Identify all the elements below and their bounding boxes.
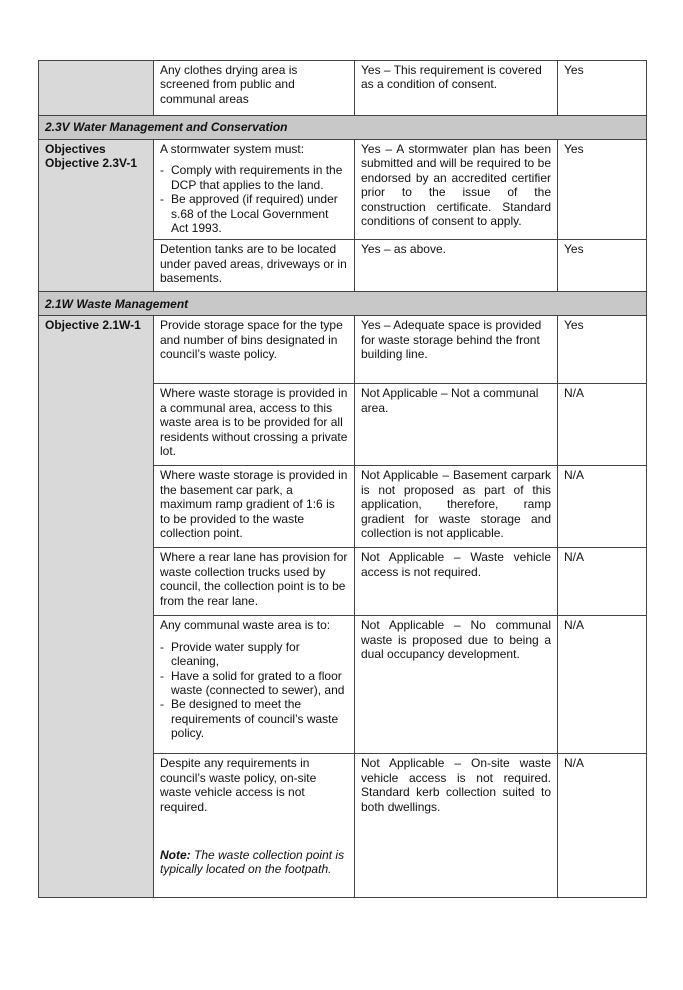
objective-cell: [39, 61, 154, 116]
note-label: Note:: [160, 848, 191, 863]
compliance-cell: N/A: [558, 754, 647, 898]
compliance-cell: N/A: [558, 616, 647, 754]
requirement-list: [160, 640, 348, 741]
requirement-cell: [154, 616, 355, 754]
requirement-cell: [154, 754, 355, 898]
requirement-cell: Provide storage space for the type and number of bins designated in council’s waste policy.: [154, 316, 355, 384]
comment-cell: Not Applicable – Basement carpark is not proposed as part of this application, therefore, ramp gradient for waste storage and collection is not applicable.: [355, 466, 558, 548]
section-header: [39, 292, 647, 316]
comment-cell: Yes – This requirement is covered as a condition of consent.: [355, 61, 558, 116]
section-title: 2.3V Water Management and Conservation: [39, 116, 647, 140]
compliance-table: [38, 60, 647, 898]
section-header: [39, 116, 647, 140]
requirement-cell: Any clothes drying area is screened from public and communal areas: [154, 61, 355, 116]
comment-cell: Not Applicable – Waste vehicle access is not required.: [355, 548, 558, 616]
comment-cell: Yes – Adequate space is provided for waste storage behind the front building line.: [355, 316, 558, 384]
table-row: [39, 140, 647, 240]
requirement-cell: Where waste storage is provided in the basement car park, a maximum ramp gradient of 1:6 is to be provided to the waste collection point.: [154, 466, 355, 548]
requirement-cell: Where waste storage is provided in a communal area, access to this waste area is to be provided for all residents without crossing a private lot.: [154, 384, 355, 466]
comment-cell: Not Applicable – No communal waste is proposed due to being a dual occupancy development.: [355, 616, 558, 754]
requirement-cell: [154, 140, 355, 240]
compliance-cell: N/A: [558, 548, 647, 616]
objective-heading: Objective 2.1W-1: [45, 318, 141, 333]
requirement-cell: Detention tanks are to be located under paved areas, driveways or in basements.: [154, 240, 355, 292]
requirement-intro: A stormwater system must:: [160, 142, 305, 156]
comment-cell: Yes – as above.: [355, 240, 558, 292]
requirement-text: Despite any requirements in council’s waste policy, on-site waste vehicle access is not required.: [160, 756, 317, 814]
compliance-cell: Yes: [558, 240, 647, 292]
objective-cell: [39, 140, 154, 292]
table-row: [39, 61, 647, 116]
requirement-cell: Where a rear lane has provision for waste collection trucks used by council, the collection point is to be from the rear lane.: [154, 548, 355, 616]
compliance-cell: Yes: [558, 140, 647, 240]
note: [160, 848, 348, 877]
table-row: [39, 316, 647, 384]
compliance-cell: Yes: [558, 316, 647, 384]
comment-cell: Yes – A stormwater plan has been submitted and will be required to be endorsed by an accredited certifier prior to the issue of the construction certificate. Standard conditions of consent to apply.: [355, 140, 558, 240]
requirement-list: [160, 163, 348, 235]
requirement-intro: Any communal waste area is to:: [160, 618, 331, 633]
list-item: - Be designed to meet the requirements of council’s waste policy.: [160, 697, 348, 740]
list-item: - Provide water supply for cleaning,: [160, 640, 348, 669]
list-item: - Have a solid for grated to a floor waste (connected to sewer), and: [160, 669, 348, 698]
comment-cell: Not Applicable – On-site waste vehicle access is not required. Standard kerb collection suited to both dwellings.: [355, 754, 558, 898]
note-text: The waste collection point is typically located on the footpath.: [160, 848, 345, 877]
compliance-cell: N/A: [558, 466, 647, 548]
compliance-cell: Yes: [558, 61, 647, 116]
compliance-cell: N/A: [558, 384, 647, 466]
comment-cell: Not Applicable – Not a communal area.: [355, 384, 558, 466]
list-item: - Comply with requirements in the DCP that applies to the land.: [160, 163, 348, 192]
objective-heading: Objectives Objective 2.3V-1: [45, 142, 138, 171]
objective-cell: [39, 316, 154, 898]
section-title: 2.1W Waste Management: [39, 292, 647, 316]
list-item: - Be approved (if required) under s.68 of the Local Government Act 1993.: [160, 192, 348, 235]
